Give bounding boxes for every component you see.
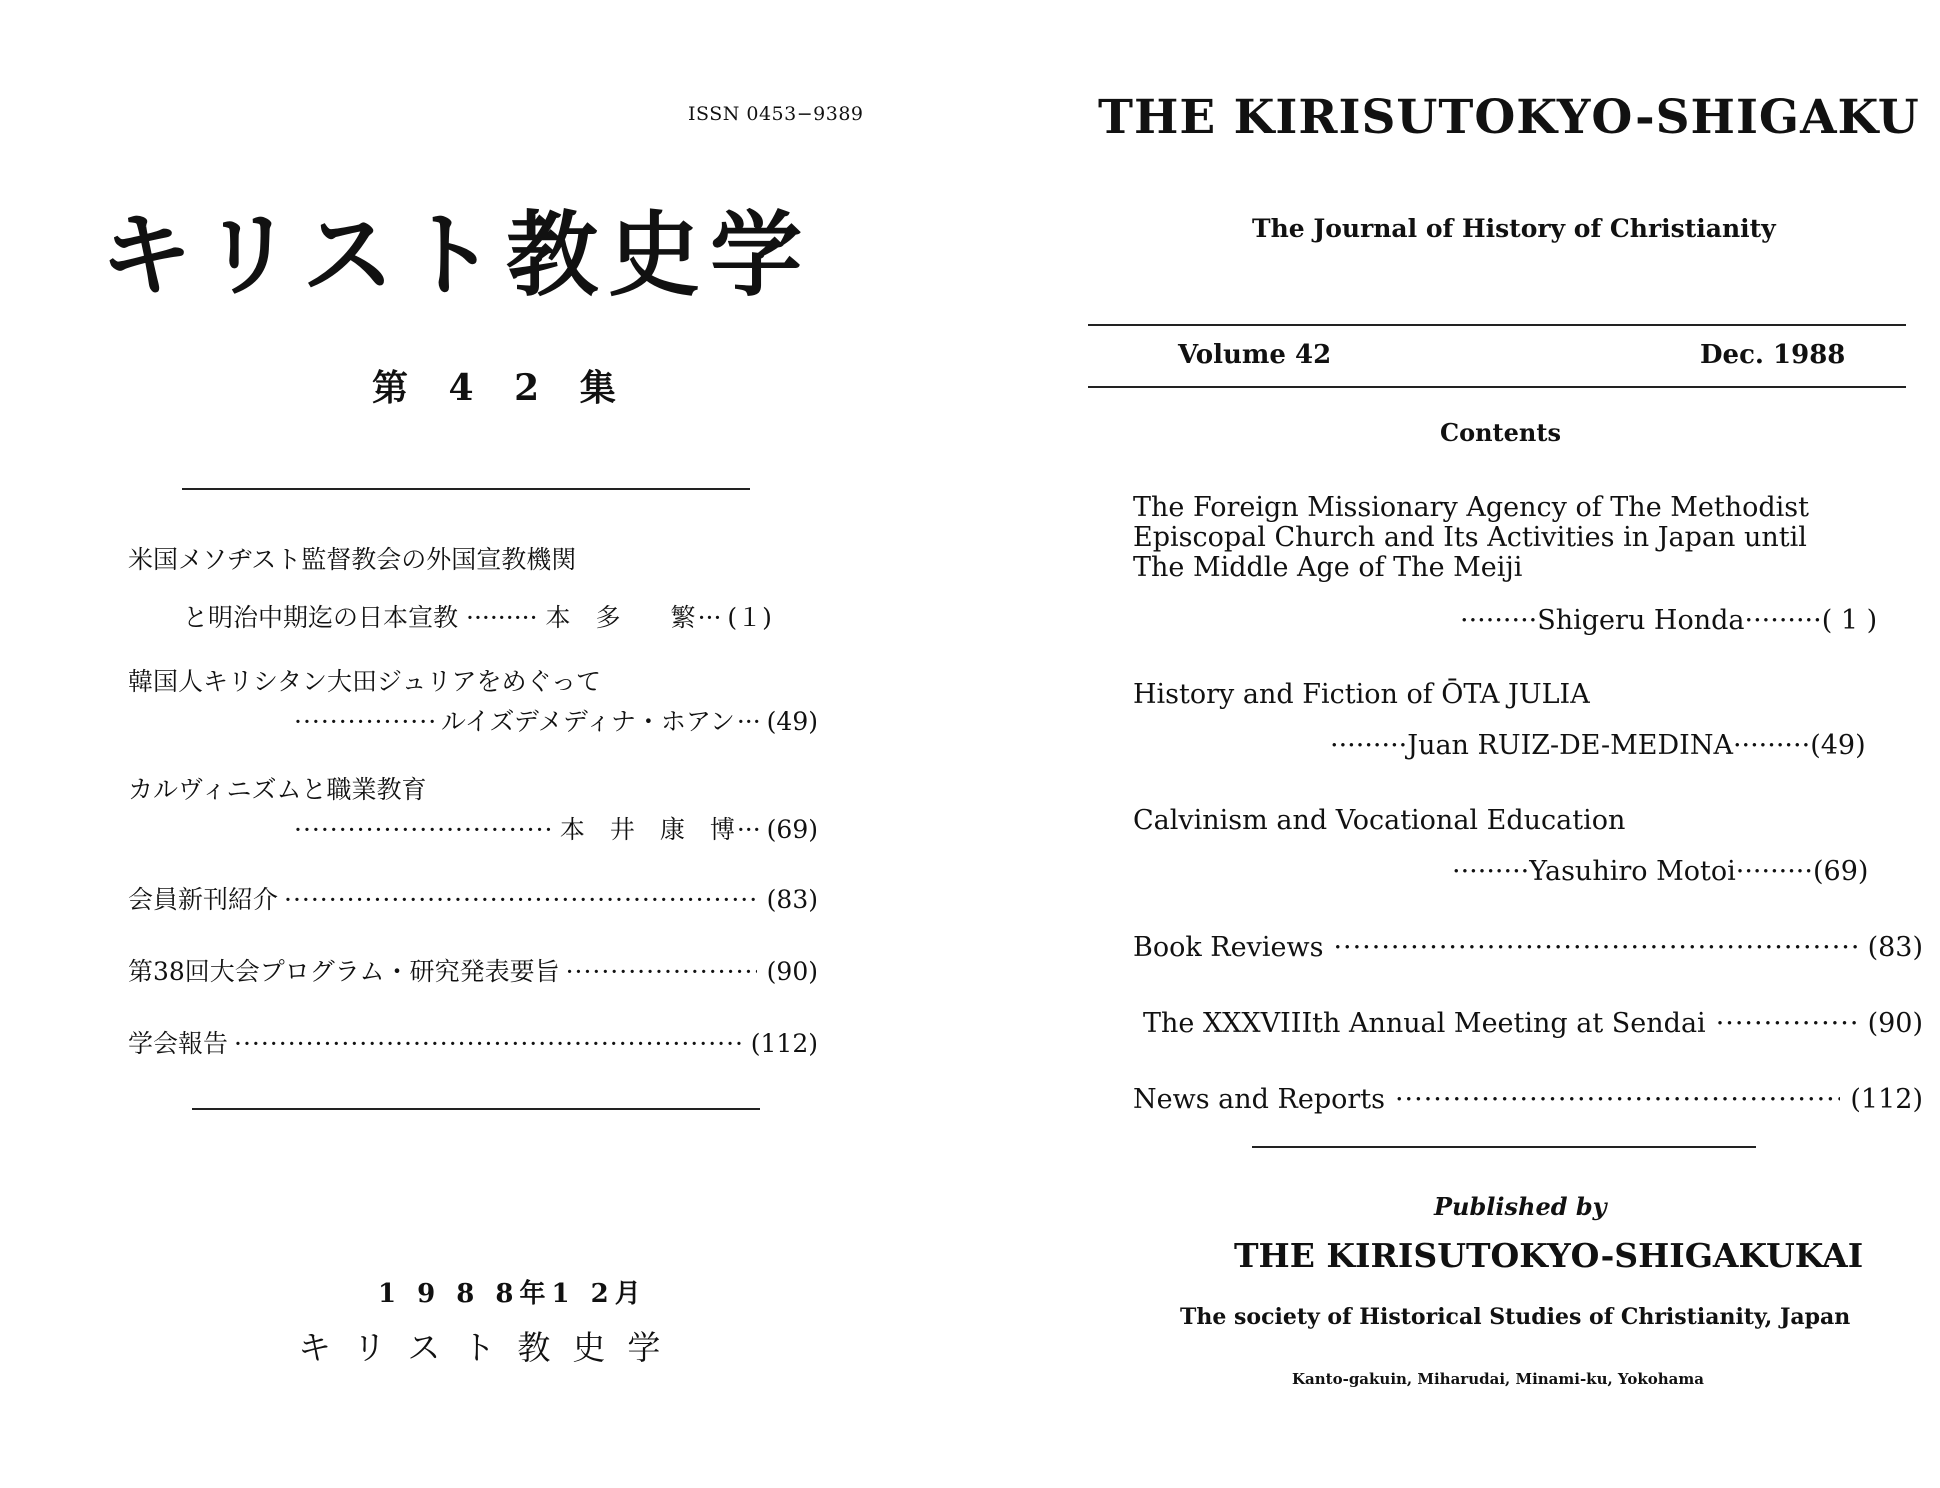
dot-leader bbox=[1333, 932, 1857, 963]
jp-entry-author-line bbox=[128, 810, 818, 846]
jp-entry-page: (49) bbox=[766, 707, 818, 736]
en-entry-author-line bbox=[1452, 856, 1868, 887]
jp-entry-page: (１) bbox=[727, 603, 772, 632]
en-toc-entry-1 bbox=[1133, 493, 1923, 583]
en-toc-entry-4 bbox=[1133, 932, 1923, 963]
jp-entry-author: ルイズデメディナ・ホアン bbox=[440, 707, 735, 736]
jp-entry-title: 米国メソヂスト監督教会の外国宣教機関 bbox=[128, 545, 577, 574]
jp-toc-entry-5 bbox=[128, 952, 818, 988]
jp-entry-author-line bbox=[128, 598, 818, 634]
volume-top-rule bbox=[1088, 324, 1906, 326]
jp-entry-title-continued: と明治中期迄の日本宣教 bbox=[183, 603, 459, 632]
dot-leader bbox=[284, 885, 757, 914]
japanese-issue-date: 1 9 8 8年1 2月 bbox=[378, 1279, 647, 1309]
english-journal-title: THE KIRISUTOKYO-SHIGAKU bbox=[1098, 90, 1920, 145]
en-entry-author: Juan RUIZ-DE-MEDINA bbox=[1407, 730, 1733, 761]
jp-entry-author: 本 井 康 博 bbox=[559, 815, 735, 844]
english-journal-subtitle: The Journal of History of Christianity bbox=[1252, 214, 1776, 243]
dot-leader bbox=[294, 707, 435, 736]
jp-toc-entry-2 bbox=[128, 662, 818, 738]
dot-leader: ········· bbox=[1732, 730, 1811, 761]
en-entry-title: Book Reviews bbox=[1133, 932, 1324, 963]
en-entry-page: (112) bbox=[1850, 1084, 1923, 1115]
japanese-journal-title: キリスト教史学 bbox=[100, 201, 813, 309]
published-by-label: Published by bbox=[1434, 1192, 1607, 1221]
en-entry-author: Yasuhiro Motoi bbox=[1529, 856, 1736, 887]
en-entry-author: Shigeru Honda bbox=[1537, 605, 1745, 636]
dot-leader: ········· bbox=[1452, 856, 1530, 887]
japanese-volume-number: 第 4 2 集 bbox=[372, 367, 630, 409]
contents-heading: Contents bbox=[1440, 418, 1561, 447]
dot-leader bbox=[234, 1029, 741, 1058]
jp-entry-page: (112) bbox=[750, 1029, 818, 1058]
dot-leader: ········· bbox=[1744, 605, 1822, 636]
volume-label: Volume 42 bbox=[1178, 340, 1332, 370]
society-address: Kanto-gakuin, Miharudai, Minami-ku, Yokohama bbox=[1292, 1370, 1704, 1388]
en-entry-title-line: The Foreign Missionary Agency of The Methodist bbox=[1133, 492, 1810, 523]
dot-leader bbox=[1395, 1084, 1840, 1115]
en-toc-entry-6 bbox=[1133, 1084, 1923, 1115]
en-entry-page: ( 1 ) bbox=[1821, 605, 1878, 636]
dot-leader: ········· bbox=[466, 603, 538, 632]
english-page bbox=[1060, 0, 1940, 1488]
bottom-divider bbox=[192, 1108, 760, 1110]
dot-leader bbox=[294, 815, 554, 844]
jp-entry-title: 第38回大会プログラム・研究発表要旨 bbox=[128, 957, 560, 986]
jp-entry-author-line bbox=[128, 702, 818, 738]
publisher-divider bbox=[1252, 1146, 1756, 1148]
en-entry-title: The XXXVIIIth Annual Meeting at Sendai bbox=[1143, 1008, 1706, 1039]
dot-leader: ········· bbox=[1735, 856, 1813, 887]
dot-leader bbox=[566, 957, 757, 986]
society-description: The society of Historical Studies of Christianity, Japan bbox=[1180, 1304, 1851, 1330]
jp-entry-author: 本 多 繁 bbox=[545, 603, 696, 632]
en-entry-page: (69) bbox=[1812, 856, 1869, 887]
jp-toc-entry-6 bbox=[128, 1024, 818, 1060]
jp-entry-title: 学会報告 bbox=[128, 1029, 229, 1058]
dot-leader: ········· bbox=[1460, 605, 1538, 636]
dot-leader: ··· bbox=[736, 707, 761, 736]
en-entry-title-line: The Middle Age of The Meiji bbox=[1133, 552, 1523, 583]
en-entry-page: (90) bbox=[1867, 1008, 1923, 1039]
en-entry-author-line bbox=[1460, 605, 1877, 636]
dot-leader bbox=[1716, 1008, 1858, 1039]
en-entry-page: (83) bbox=[1867, 932, 1923, 963]
en-entry-title: News and Reports bbox=[1133, 1084, 1385, 1115]
top-divider bbox=[182, 488, 750, 490]
en-entry-title-line: History and Fiction of ŌTA JULIA bbox=[1133, 679, 1590, 710]
issn: ISSN 0453−9389 bbox=[688, 103, 864, 125]
jp-entry-page: (83) bbox=[766, 885, 818, 914]
en-entry-title-line: Calvinism and Vocational Education bbox=[1133, 805, 1626, 836]
dot-leader: ··· bbox=[736, 815, 761, 844]
en-entry-author-line bbox=[1330, 730, 1866, 761]
en-toc-entry-3 bbox=[1133, 806, 1923, 836]
volume-bottom-rule bbox=[1088, 386, 1906, 388]
jp-toc-entry-1 bbox=[128, 540, 818, 634]
jp-entry-title: カルヴィニズムと職業教育 bbox=[128, 775, 427, 804]
en-entry-title-line: Episcopal Church and Its Activities in Japan until bbox=[1133, 522, 1807, 553]
jp-toc-entry-3 bbox=[128, 770, 818, 846]
jp-entry-page: (69) bbox=[766, 815, 818, 844]
en-entry-page: (49) bbox=[1810, 730, 1866, 761]
japanese-publisher: キリスト教史学 bbox=[298, 1328, 683, 1367]
dot-leader: ········· bbox=[1330, 730, 1408, 761]
issue-date: Dec. 1988 bbox=[1700, 340, 1846, 370]
en-toc-entry-2 bbox=[1133, 680, 1923, 710]
society-name: THE KIRISUTOKYO-SHIGAKUKAI bbox=[1234, 1236, 1864, 1275]
dot-leader: ··· bbox=[697, 603, 722, 632]
jp-entry-page: (90) bbox=[766, 957, 818, 986]
jp-entry-title: 韓国人キリシタン大田ジュリアをめぐって bbox=[128, 667, 602, 696]
en-toc-entry-5 bbox=[1143, 1008, 1923, 1039]
jp-entry-title: 会員新刊紹介 bbox=[128, 885, 279, 914]
jp-toc-entry-4 bbox=[128, 880, 818, 916]
